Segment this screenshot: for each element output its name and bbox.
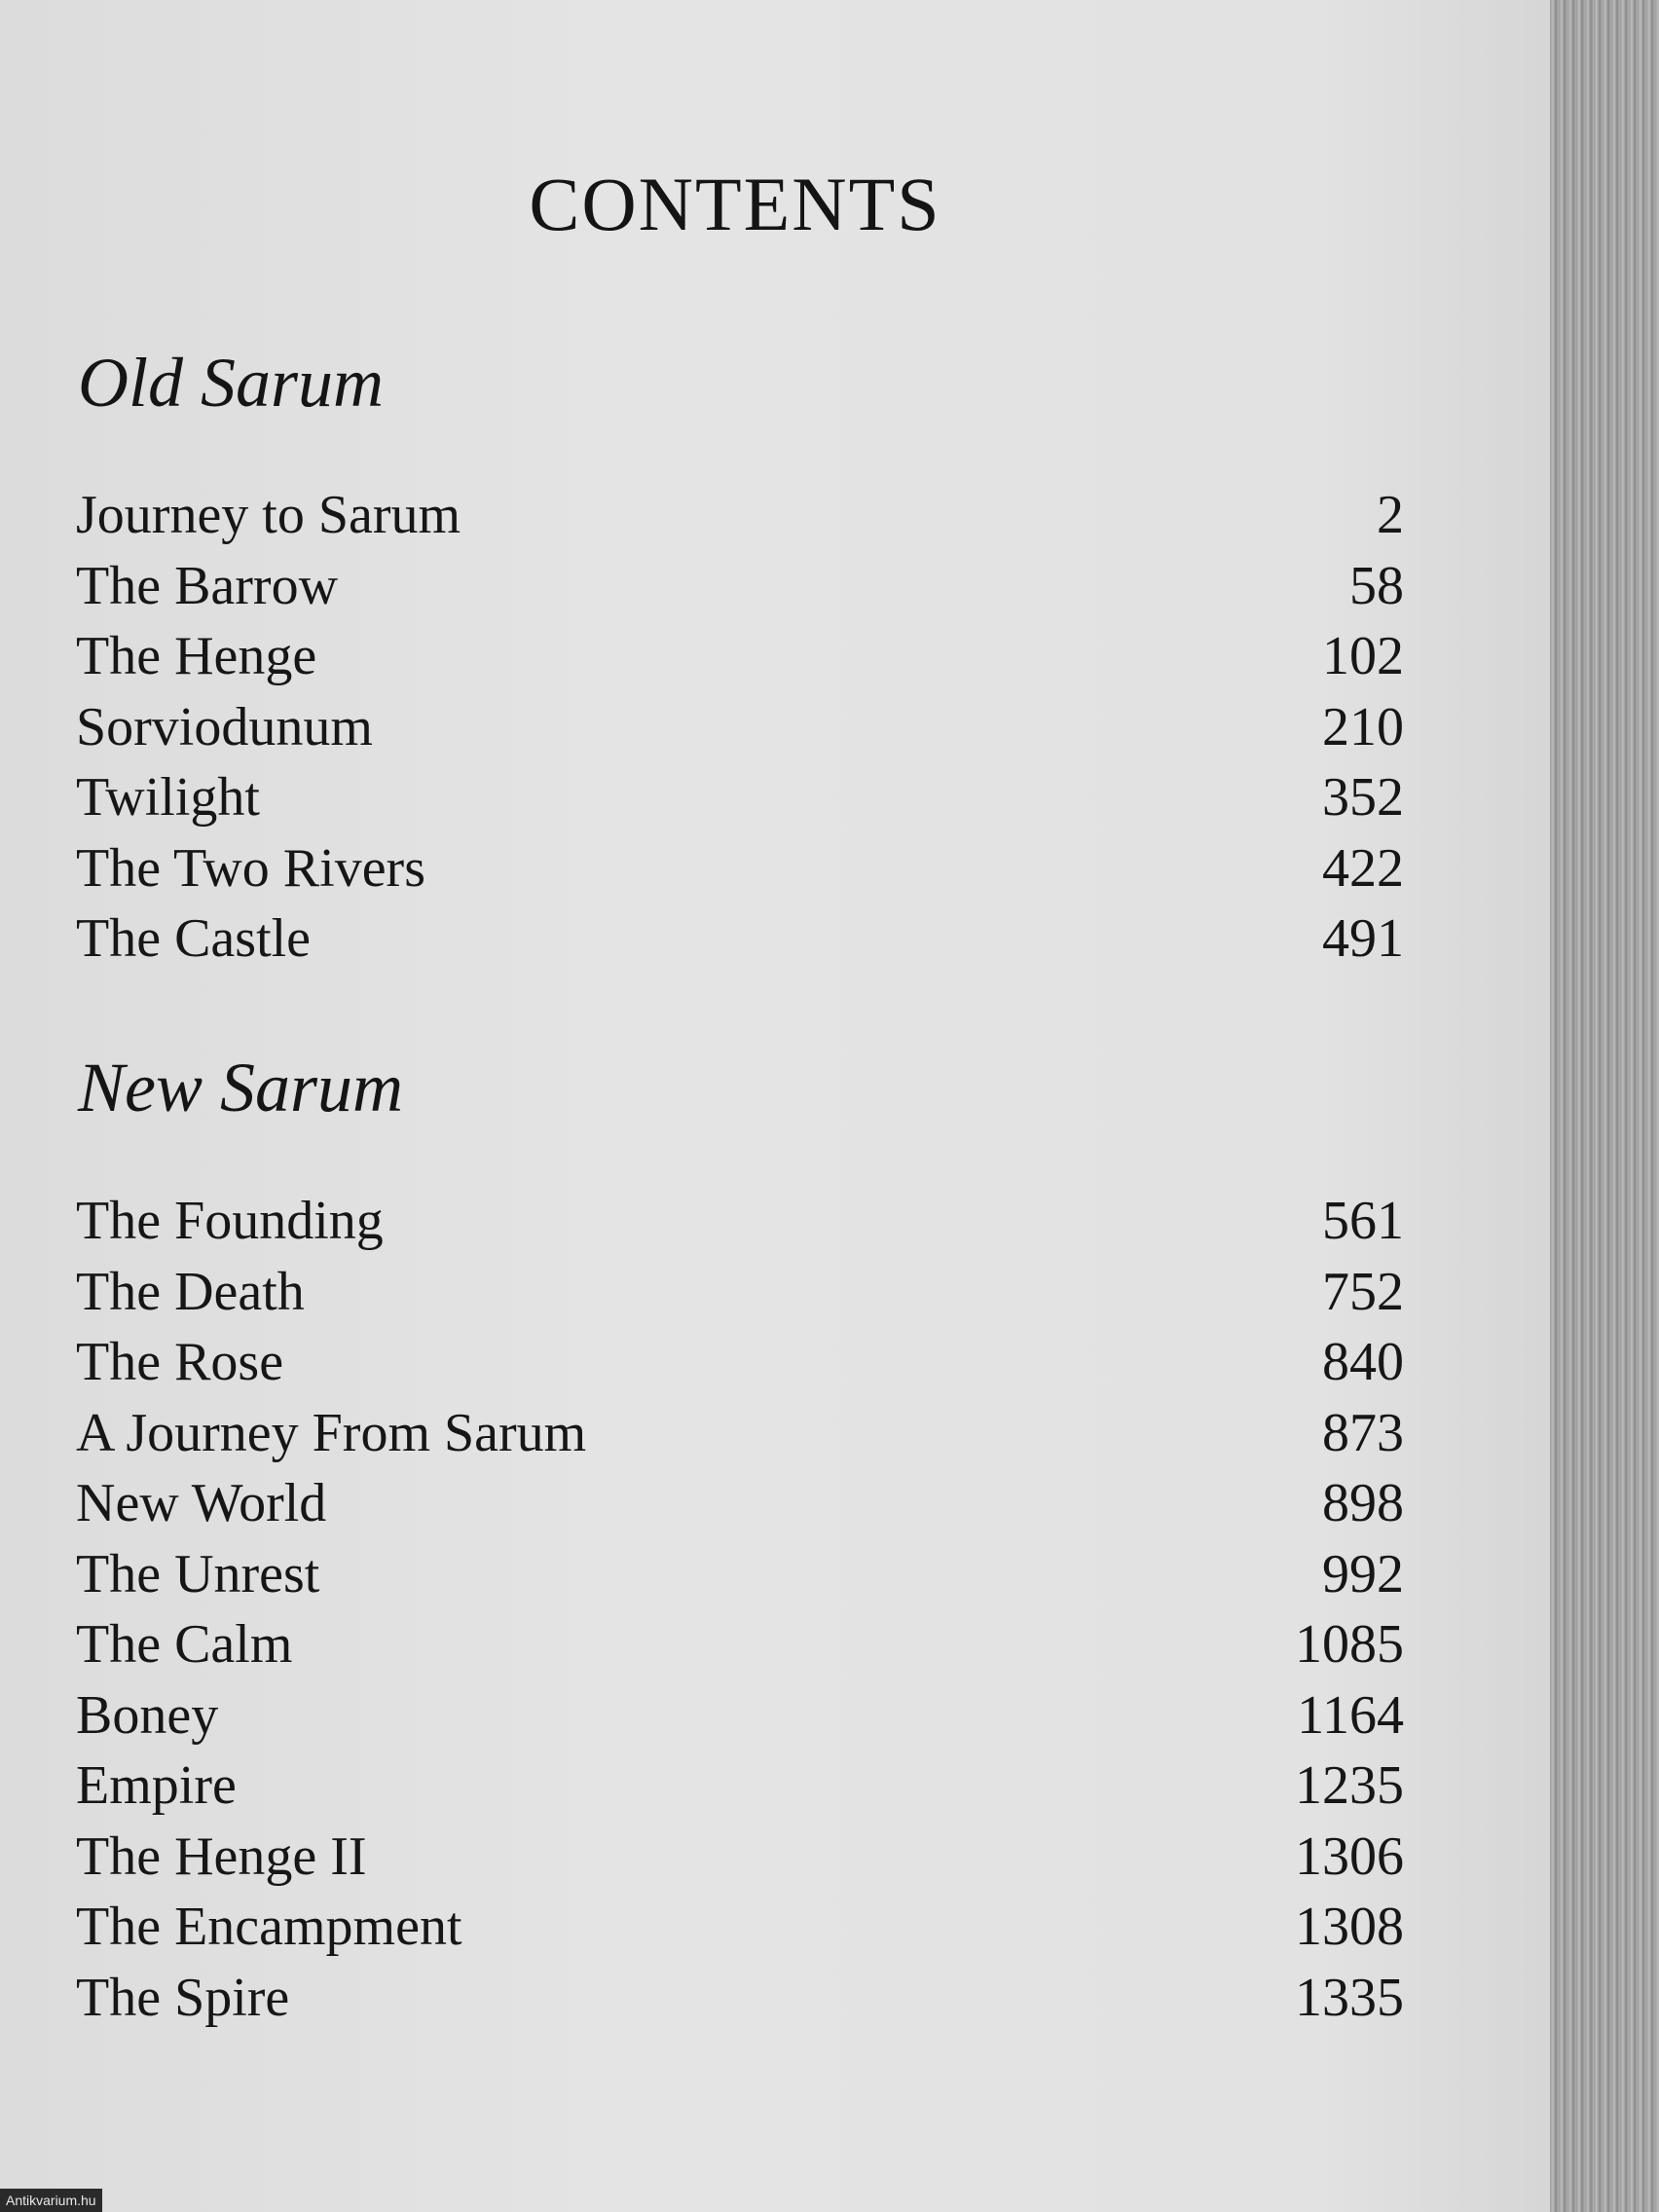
toc-entry-title: The Rose (76, 1332, 284, 1392)
toc-entry-page-number: 1306 (1295, 1825, 1404, 1887)
watermark: Antikvarium.hu (0, 2189, 102, 2212)
toc-entry (76, 1613, 1404, 1684)
toc-entry (76, 1754, 1404, 1825)
toc-entry (76, 766, 1404, 837)
toc-entry-page-number: 102 (1322, 626, 1404, 686)
toc-entry (76, 1331, 1404, 1402)
toc-entry (76, 1684, 1404, 1755)
toc-list-old-sarum (76, 484, 1404, 978)
toc-entry (76, 696, 1404, 767)
toc-entry-title: The Henge (76, 626, 317, 686)
toc-entry (76, 625, 1404, 696)
toc-entry (76, 907, 1404, 978)
toc-entry-page-number: 873 (1322, 1402, 1404, 1463)
toc-entry-title: The Unrest (76, 1543, 320, 1604)
toc-entry-page-number: 1164 (1297, 1684, 1404, 1746)
toc-entry-page-number: 422 (1322, 837, 1404, 899)
toc-entry (76, 555, 1404, 626)
toc-entry-page-number: 561 (1322, 1191, 1404, 1251)
toc-entry-page-number: 898 (1322, 1473, 1404, 1533)
toc-entry-page-number: 1235 (1295, 1755, 1404, 1816)
toc-entry (76, 1967, 1404, 2038)
toc-entry (76, 1543, 1404, 1614)
toc-entry-title: A Journey From Sarum (76, 1402, 587, 1463)
toc-entry-title: Sorviodunum (76, 696, 373, 757)
toc-entry (76, 484, 1404, 555)
toc-entry-page-number: 1308 (1295, 1897, 1404, 1957)
toc-entry (76, 1825, 1404, 1897)
toc-entry (76, 1261, 1404, 1332)
page-title: CONTENTS (529, 162, 941, 246)
section-heading-new-sarum: New Sarum (78, 1049, 404, 1126)
toc-entry (76, 1472, 1404, 1543)
section-heading-old-sarum: Old Sarum (78, 344, 385, 422)
toc-entry-title: Empire (76, 1755, 237, 1816)
toc-entry (76, 1896, 1404, 1967)
toc-entry-title: The Two Rivers (76, 837, 425, 899)
toc-entry-title: The Calm (76, 1614, 293, 1675)
toc-entry-page-number: 752 (1322, 1261, 1404, 1322)
toc-entry (76, 837, 1404, 908)
toc-entry-title: The Founding (76, 1191, 384, 1251)
toc-entry-title: The Death (76, 1261, 305, 1322)
toc-entry-title: The Henge II (76, 1825, 367, 1887)
toc-entry-page-number: 992 (1322, 1543, 1404, 1604)
toc-list-new-sarum (76, 1190, 1404, 2037)
page-edge (1550, 0, 1659, 2212)
toc-entry-page-number: 1335 (1295, 1967, 1404, 2028)
toc-entry-title: The Barrow (76, 555, 339, 616)
toc-entry-title: The Spire (76, 1967, 290, 2028)
toc-entry (76, 1190, 1404, 1261)
toc-entry-page-number: 491 (1322, 908, 1404, 969)
toc-entry-page-number: 210 (1322, 696, 1404, 757)
toc-entry-page-number: 58 (1349, 555, 1404, 616)
toc-entry-page-number: 2 (1377, 485, 1404, 545)
toc-entry-title: New World (76, 1473, 327, 1533)
toc-entry (76, 1402, 1404, 1473)
toc-entry-page-number: 840 (1322, 1332, 1404, 1392)
toc-entry-page-number: 1085 (1295, 1614, 1404, 1675)
toc-entry-title: Twilight (76, 767, 260, 828)
toc-entry-title: Boney (76, 1684, 219, 1746)
toc-entry-title: The Encampment (76, 1897, 462, 1957)
toc-entry-title: The Castle (76, 908, 312, 969)
toc-entry-title: Journey to Sarum (76, 485, 461, 545)
toc-entry-page-number: 352 (1322, 767, 1404, 828)
